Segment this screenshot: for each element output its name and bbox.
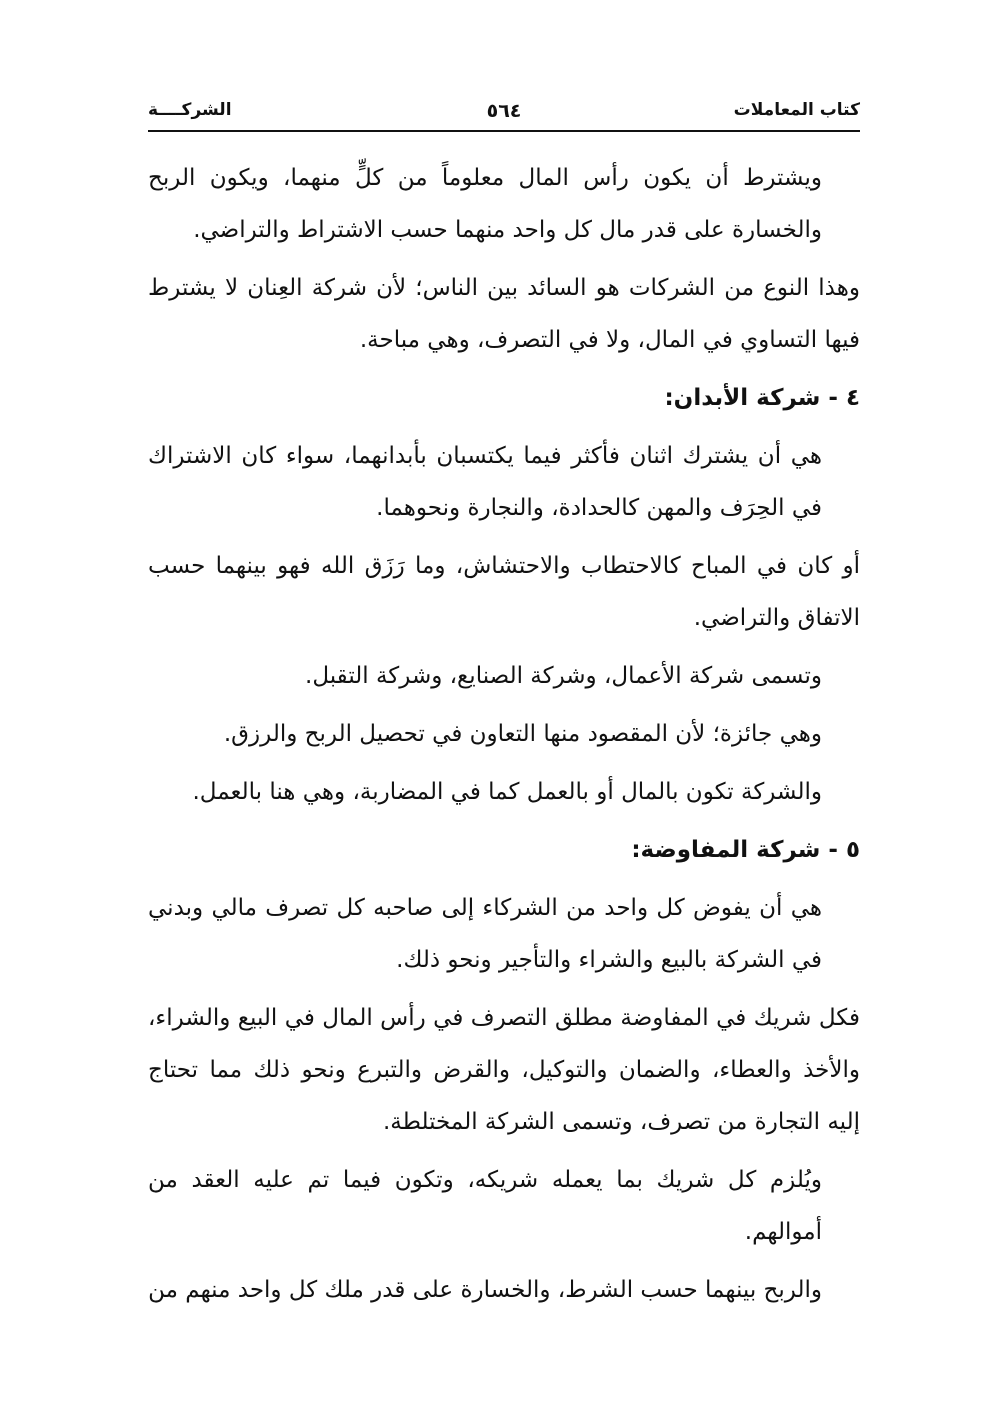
paragraph: فكل شريك في المفاوضة مطلق التصرف في رأس المال في البيع والشراء، والأخذ والعطاء، والضمان والتوكيل، والقرض والتبرع ونحو ذلك مما تحتاج إليه التجارة من تصرف، وتسمى الشركة المختلطة. (148, 1005, 860, 1135)
header-divider (148, 130, 860, 132)
paragraph: هي أن يشترك اثنان فأكثر فيما يكتسبان بأبدانهما، سواء كان الاشتراك في الحِرَف والمهن كالحدادة، والنجارة ونحوهما. (148, 443, 822, 521)
page-body (148, 152, 860, 1322)
paragraph: هي أن يفوض كل واحد من الشركاء إلى صاحبه كل تصرف مالي وبدني في الشركة بالبيع والشراء والتأجير ونحو ذلك. (148, 895, 822, 973)
page-header (148, 96, 860, 130)
paragraph: أو كان في المباح كالاحتطاب والاحتشاش، وما رَزَق الله فهو بينهما حسب الاتفاق والتراضي. (148, 553, 860, 631)
paragraph: ويشترط أن يكون رأس المال معلوماً من كلٍّ منهما، ويكون الربح والخسارة على قدر مال كل واحد منهما حسب الاشتراط والتراضي. (148, 165, 822, 243)
paragraph: والشركة تكون بالمال أو بالعمل كما في المضاربة، وهي هنا بالعمل. (192, 779, 822, 805)
paragraph: وتسمى شركة الأعمال، وشركة الصنايع، وشركة التقبل. (305, 663, 822, 689)
section-heading: ٤ - شركة الأبدان: (664, 385, 860, 411)
chapter-title: الشركــــة (148, 100, 232, 120)
book-title: كتاب المعاملات (733, 100, 860, 120)
section-heading: ٥ - شركة المفاوضة: (631, 837, 860, 863)
page-number: ٥٦٤ (486, 100, 522, 122)
paragraph: وهذا النوع من الشركات هو السائد بين الناس؛ لأن شركة العِنان لا يشترط فيها التساوي في المال، ولا في التصرف، وهي مباحة. (148, 275, 860, 353)
paragraph: وهي جائزة؛ لأن المقصود منها التعاون في تحصيل الربح والرزق. (223, 721, 822, 747)
paragraph: والربح بينهما حسب الشرط، والخسارة على قدر ملك كل واحد منهم من (148, 1277, 822, 1303)
paragraph: ويُلزم كل شريك بما يعمله شريكه، وتكون فيما تم عليه العقد من أموالهم. (148, 1167, 822, 1245)
